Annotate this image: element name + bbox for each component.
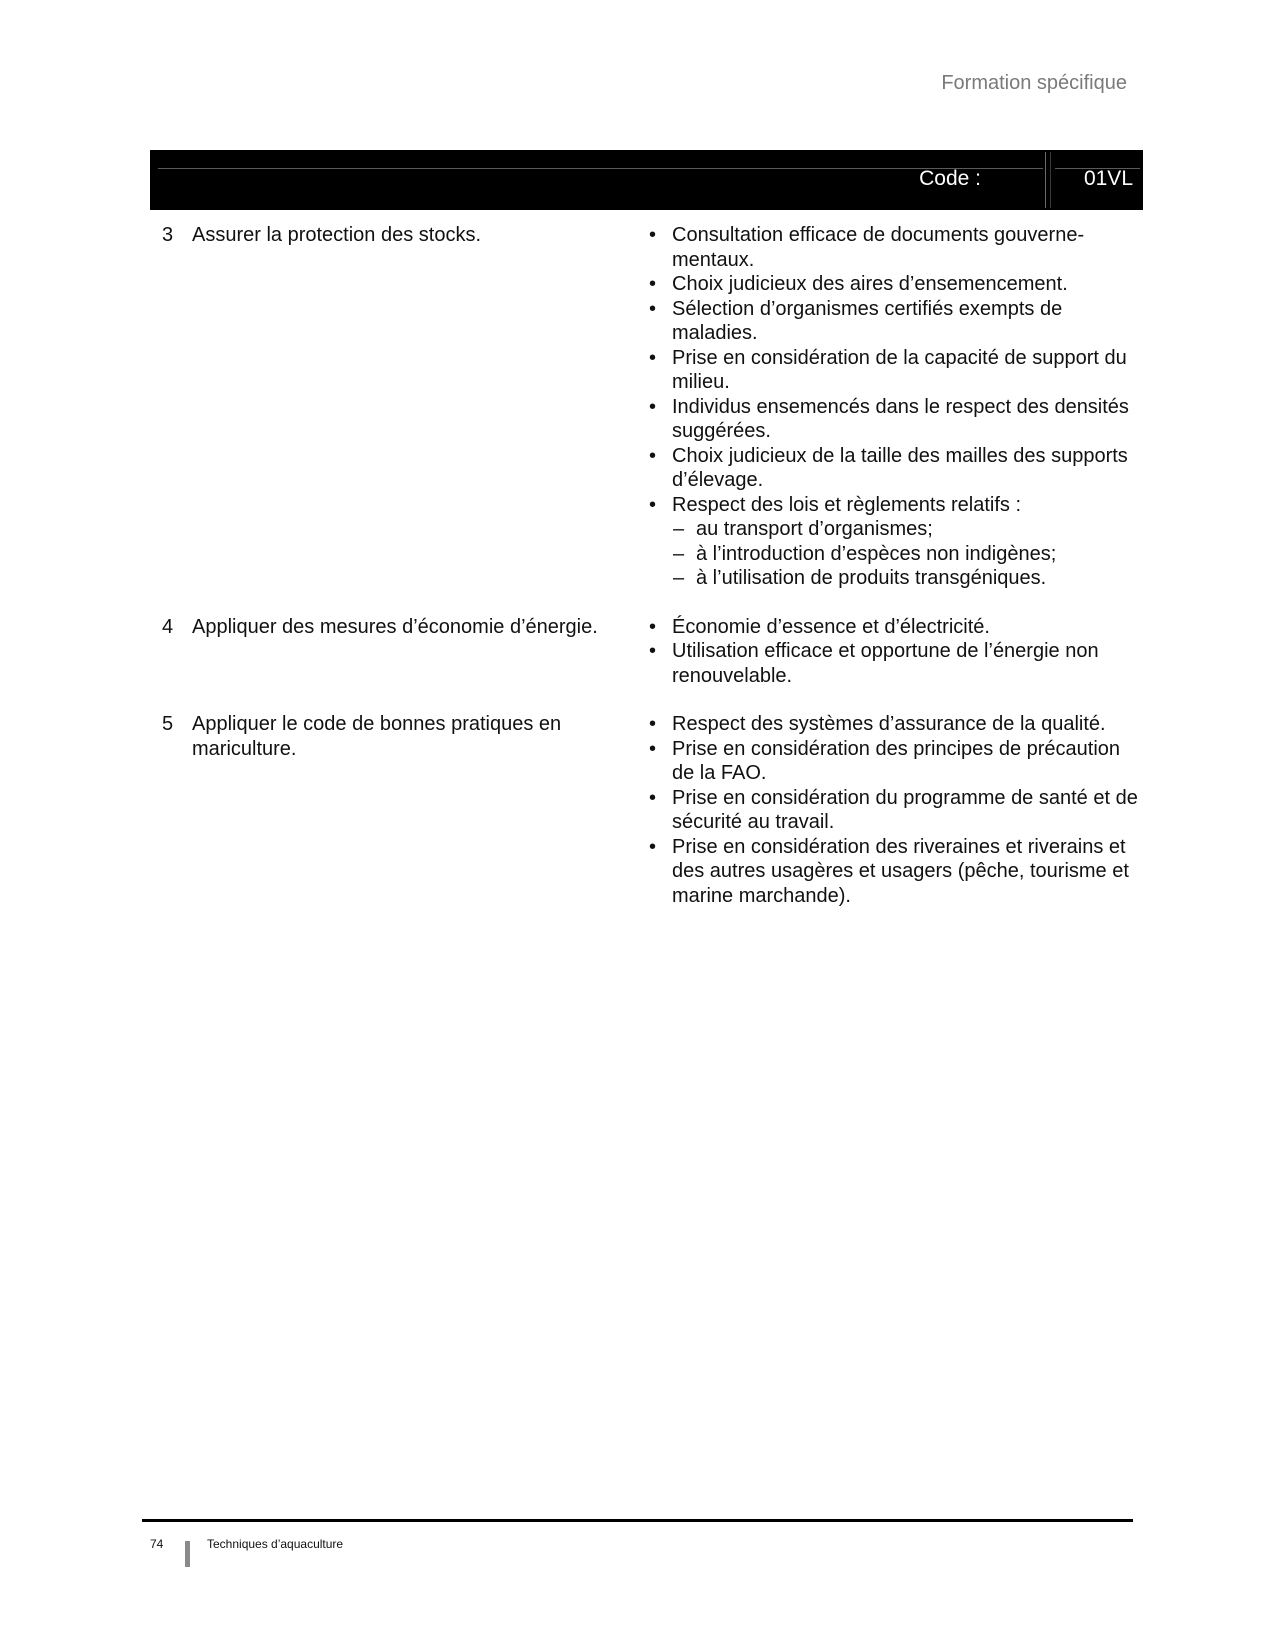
criterion-text: Respect des systèmes d’assurance de la qualité. (672, 713, 1106, 735)
competency-table (150, 223, 1143, 932)
code-bar-rule (158, 168, 1043, 169)
code-value: 01VL (1083, 167, 1133, 190)
list-item (644, 444, 1143, 493)
bullet-icon: • (649, 493, 657, 516)
criteria-list (644, 615, 1143, 689)
criterion-text: Individus ensemencés dans le respect des densités suggérées. (672, 395, 1129, 442)
list-item (644, 297, 1143, 346)
element-text: Appliquer le code de bonnes pratiques en mariculture. (192, 713, 562, 760)
list-item (644, 712, 1143, 737)
criterion-text: Utilisation efficace et opportune de l’énergie non renouvelable. (672, 640, 1099, 687)
sub-list-item (644, 517, 1143, 542)
criteria-cell (640, 223, 1143, 591)
list-item (644, 272, 1143, 297)
bullet-icon: • (649, 615, 657, 638)
criterion-text: Choix judicieux des aires d’ensemencement. (672, 273, 1068, 295)
table-row (150, 223, 1143, 591)
bullet-icon: • (649, 273, 657, 295)
sub-criterion-text: à l’utilisation de produits transgéniques. (696, 567, 1047, 589)
list-item (644, 835, 1143, 909)
criteria-cell (640, 712, 1143, 908)
running-header: Formation spécifique (941, 72, 1127, 94)
criterion-text: Sélection d’organismes certifiés exempts de maladies. (672, 297, 1063, 344)
bullet-icon: • (649, 444, 657, 467)
criterion-text: Prise en considération des principes de précaution de la FAO. (672, 737, 1121, 784)
list-item (644, 737, 1143, 786)
dash-icon: – (673, 542, 685, 565)
bullet-icon: • (649, 297, 657, 320)
criterion-text: Choix judicieux de la taille des mailles des supports d’élevage. (672, 444, 1128, 491)
bullet-icon: • (649, 835, 657, 858)
code-separator-inner (1050, 152, 1051, 208)
element-number: 3 (162, 224, 174, 246)
bullet-icon: • (649, 346, 657, 369)
criterion-text: Prise en considération du programme de santé et de sécurité au travail. (672, 786, 1138, 833)
bullet-icon: • (649, 640, 657, 662)
list-item (644, 493, 1143, 591)
dash-icon: – (673, 518, 685, 540)
sub-list (672, 517, 1143, 591)
sub-criterion-text: à l’introduction d’espèces non indigènes; (696, 542, 1057, 565)
sub-list-item (644, 542, 1143, 567)
element-number: 5 (162, 713, 174, 735)
element-text: Assurer la protection des stocks. (192, 224, 482, 246)
sub-criterion-text: au transport d’organismes; (696, 518, 933, 540)
element-text: Appliquer des mesures d’économie d’énergie. (192, 615, 598, 638)
list-item (644, 395, 1143, 444)
code-separator (1045, 152, 1046, 208)
criterion-text: Respect des lois et règlements relatifs : (672, 493, 1022, 516)
list-item (644, 786, 1143, 835)
criteria-list (644, 712, 1143, 908)
element-cell (150, 615, 640, 689)
element-cell (150, 712, 640, 908)
footer-rule (142, 1519, 1133, 1522)
list-item (644, 615, 1143, 640)
code-bar (150, 150, 1143, 210)
bullet-icon: • (649, 713, 657, 735)
list-item (644, 223, 1143, 272)
sub-list-item (644, 566, 1143, 591)
bullet-icon: • (649, 395, 657, 418)
footer-bar (185, 1541, 190, 1567)
table-row (150, 615, 1143, 689)
bullet-icon: • (649, 224, 657, 246)
table-row (150, 712, 1143, 908)
element-number: 4 (162, 615, 174, 638)
criteria-cell (640, 615, 1143, 689)
bullet-icon: • (649, 737, 657, 760)
criterion-text: Prise en considération de la capacité de support du milieu. (672, 346, 1127, 393)
bullet-icon: • (649, 786, 657, 809)
element-cell (150, 223, 640, 591)
dash-icon: – (673, 567, 685, 589)
criteria-list (644, 223, 1143, 591)
criterion-text: Économie d’essence et d’électricité. (672, 615, 990, 638)
list-item (644, 346, 1143, 395)
document-title: Techniques d’aquaculture (207, 1537, 344, 1551)
page-number: 74 (150, 1537, 164, 1551)
list-item (644, 639, 1143, 688)
criterion-text: Prise en considération des riveraines et riverains et des autres usagères et usagers (pêche, tourisme et marine marchande). (672, 835, 1129, 907)
code-label: Code : (919, 167, 981, 190)
criterion-text: Consultation efficace de documents gouverne-mentaux. (672, 224, 1085, 271)
